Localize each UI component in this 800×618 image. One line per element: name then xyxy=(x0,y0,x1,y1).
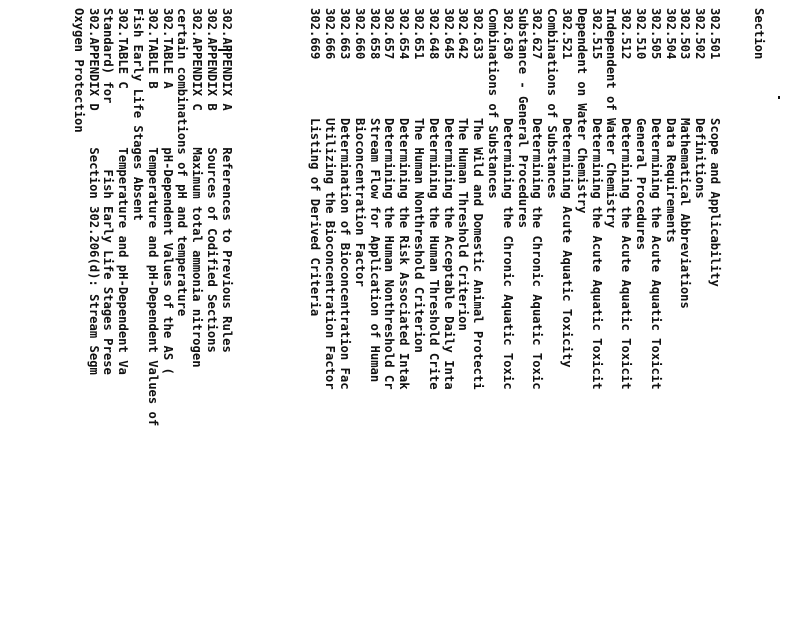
toc-appendices xyxy=(71,8,234,618)
toc-entry-line: 302.642 The Human Threshold Criterion xyxy=(456,8,471,331)
section-heading: Section xyxy=(752,8,767,60)
appendix-entry-line: 302.APPENDIX C Maximum total ammonia nitrogen xyxy=(190,8,205,368)
toc-entry-line: 302.651 The Human Nonthreshold Criterion xyxy=(412,8,427,353)
toc-entry-line: 302.648 Determining the Human Threshold Crite xyxy=(426,8,441,390)
toc-entry-line: Substance - General Procedures xyxy=(515,8,530,229)
toc-entry-line: 302.654 Determining the Risk Associated Intak xyxy=(397,8,412,390)
toc-entry-line: 302.521 Determining Acute Aquatic Toxicity xyxy=(560,8,575,368)
toc-entry-line: 302.510 General Procedures xyxy=(634,8,649,251)
toc-entry-line: 302.512 Determining the Acute Aquatic Toxicit xyxy=(619,8,634,390)
toc-entry-line: 302.658 Stream Flow for Application of Human xyxy=(367,8,382,383)
appendix-entry-line: 302.TABLE C Temperature and pH-Dependent Va xyxy=(116,8,131,375)
toc-entry-line: 302.630 Determining the Chronic Aquatic Toxic xyxy=(500,8,515,390)
blank-line xyxy=(263,8,278,618)
rotated-document-text xyxy=(71,8,796,618)
toc-entry-line: 302.645 Determining the Acceptable Daily Inta xyxy=(441,8,456,390)
toc-entry-line: 302.657 Determining the Human Nonthreshold Cr xyxy=(382,8,397,390)
appendix-entry-line: Fish Early Life Stages Absent xyxy=(130,8,145,221)
toc-entry-line: 302.666 Utilizing the Bioconcentration Factor xyxy=(323,8,338,390)
appendix-entry-line: 302.TABLE B Temperature and pH-Dependent Values of xyxy=(145,8,160,427)
blank-line xyxy=(27,8,42,618)
toc-entry-line: 302.503 Mathematical Abbreviations xyxy=(678,8,693,309)
toc-entry-line: 302.515 Determining the Acute Aquatic Toxicit xyxy=(589,8,604,390)
appendix-entry-line: 302.APPENDIX A References to Previous Rules xyxy=(219,8,234,353)
toc-entry-line: Combinations of Substances xyxy=(486,8,501,199)
toc-entry-line: 302.663 Determination of Bioconcentration Fac xyxy=(338,8,353,390)
appendix-entry-line: 302.TABLE A pH-Dependent Values of the AS ( xyxy=(160,8,175,375)
toc-entry-line: 302.633 The Wild and Domestic Animal Protecti xyxy=(471,8,486,390)
appendix-entry-line: 302.APPENDIX B Sources of Codified Sections xyxy=(204,8,219,353)
toc-entry-line: 302.504 Data Requirements xyxy=(663,8,678,243)
appendix-entry-line: Oxygen Protection xyxy=(71,8,86,133)
toc-entry-line: 302.502 Definitions xyxy=(693,8,708,199)
toc-entry-line: Dependent on Water Chemistry xyxy=(574,8,589,214)
toc-entry-line: 302.627 Determining the Chronic Aquatic Toxic xyxy=(530,8,545,390)
appendix-entry-line: certain combinations of pH and temperature xyxy=(175,8,190,317)
toc-entry-line: 302.669 Listing of Derived Criteria xyxy=(308,8,323,317)
appendix-entry-line: Standard) for Fish Early Life Stages Prese xyxy=(101,8,116,375)
toc-entry-line: Independent of Water Chemistry xyxy=(604,8,619,229)
toc-entry-line: 302.660 Bioconcentration Factor xyxy=(352,8,367,287)
toc-entry-line: Combinations of Substances xyxy=(545,8,560,199)
toc-entry-line: 302.505 Determining the Acute Aquatic Toxicit xyxy=(648,8,663,390)
appendix-entry-line: 302.APPENDIX D Section 302.206(d): Stream Segm xyxy=(86,8,101,375)
toc-entry-line: 302.501 Scope and Applicability xyxy=(708,8,723,287)
toc-entries xyxy=(308,8,722,618)
